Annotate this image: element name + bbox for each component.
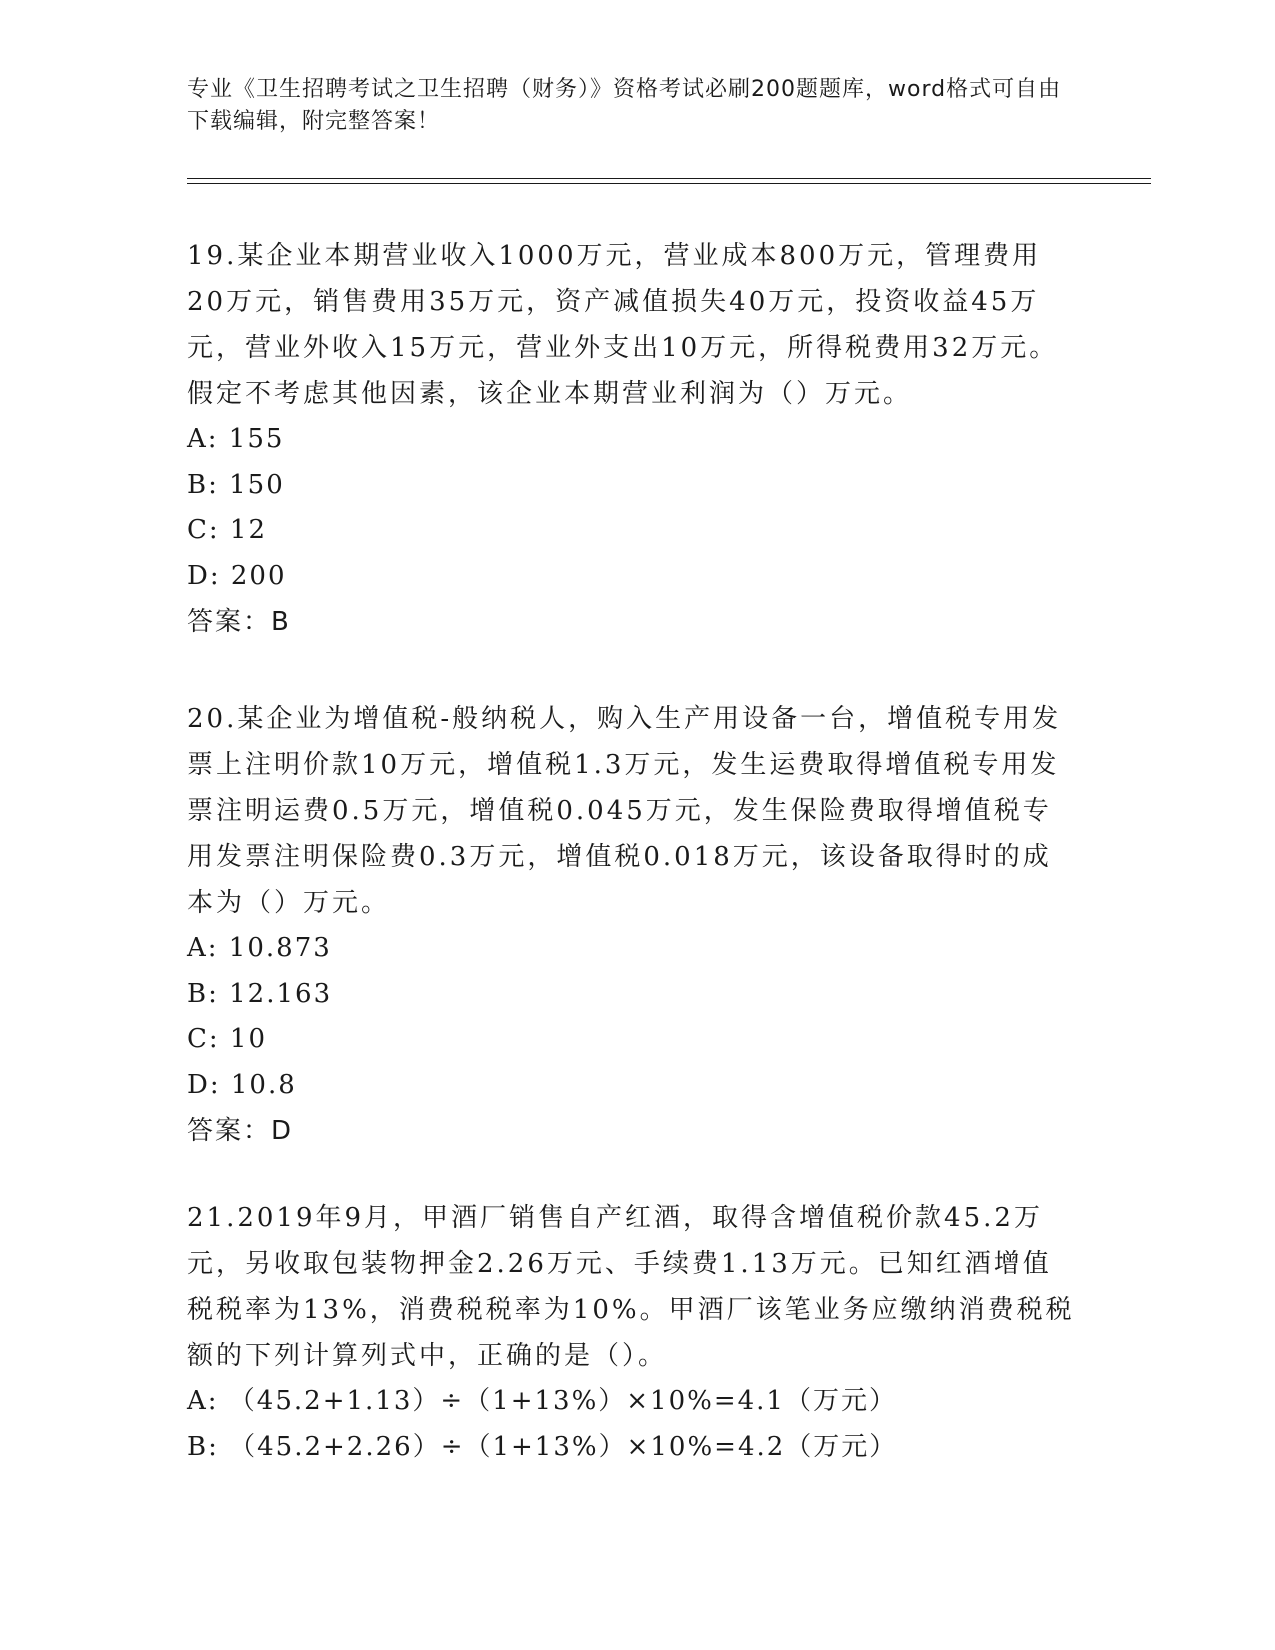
document-header: 专业《卫生招聘考试之卫生招聘（财务）》资格考试必刷200题题库，word格式可自由下载编辑，附完整答案！	[187, 77, 1062, 134]
option-c: C: 12	[187, 515, 268, 545]
option-a: A: 155	[187, 424, 285, 454]
question-21	[187, 1195, 1077, 1470]
option-b: B: 12.163	[187, 978, 333, 1009]
option-a: A: （45.2+1.13）÷（1+13%）×10%=4.1（万元）	[187, 1386, 897, 1416]
answer: 答案：B	[187, 607, 291, 637]
option-b: B: 150	[187, 469, 285, 500]
option-d: D: 200	[187, 560, 287, 591]
option-b: B: （45.2+2.26）÷（1+13%）×10%=4.2（万元）	[187, 1431, 898, 1462]
question-19	[187, 233, 1077, 645]
question-20	[187, 696, 1077, 1154]
option-c: C: 10	[187, 1024, 268, 1054]
option-d: D: 10.8	[187, 1069, 297, 1100]
header-divider-bottom	[187, 183, 1151, 184]
question-stem: 19.某企业本期营业收入1000万元，营业成本800万元，管理费用20万元，销售费用35万元，资产减值损失40万元，投资收益45万元，营业外收入15万元，营业外支出10万元，所得税费用32万元。假定不考虑其他因素，该企业本期营业利润为（）万元。	[187, 241, 1059, 409]
question-stem: 21.2019年9月，甲酒厂销售自产红酒，取得含增值税价款45.2万元，另收取包装物押金2.26万元、手续费1.13万元。已知红酒增值税税率为13%，消费税税率为10%。甲酒厂该笔业务应缴纳消费税税额的下列计算列式中，正确的是（）。	[187, 1203, 1075, 1371]
option-a: A: 10.873	[187, 933, 332, 963]
header-divider-top	[187, 178, 1151, 179]
answer: 答案：D	[187, 1116, 294, 1146]
question-stem: 20.某企业为增值税-般纳税人，购入生产用设备一台，增值税专用发票上注明价款10万元，增值税1.3万元，发生运费取得增值税专用发票注明运费0.5万元，增值税0.045万元，发生保险费取得增值税专用发票注明保险费0.3万元，增值税0.018万元，该设备取得时的成本为（）万元。	[187, 704, 1062, 918]
